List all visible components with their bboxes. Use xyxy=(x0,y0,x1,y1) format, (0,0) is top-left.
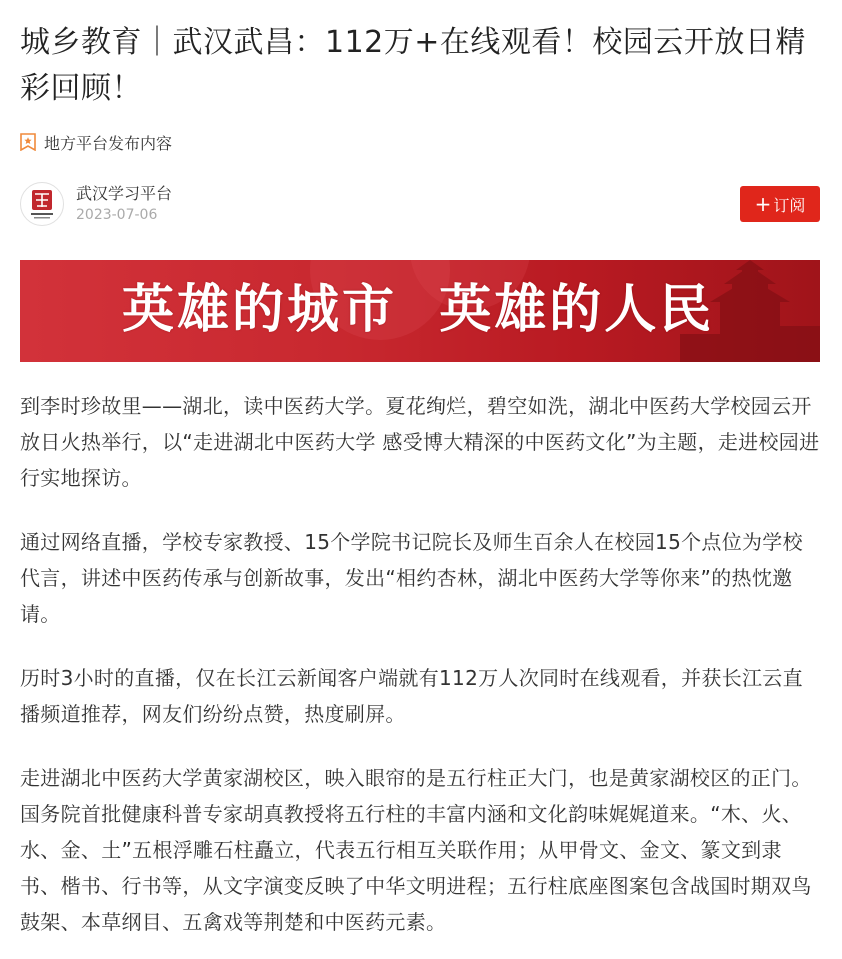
plus-icon: + xyxy=(754,192,772,216)
paragraph: 历时3小时的直播，仅在长江云新闻客户端就有112万人次同时在线观看，并获长江云直播频道推荐，网友们纷纷点赞，热度刷屏。 xyxy=(20,666,803,726)
bookmark-star-icon xyxy=(20,133,36,151)
avatar[interactable] xyxy=(20,182,64,226)
banner-text: 英雄的城市 英雄的人民 xyxy=(122,280,715,340)
paragraph: 到李时珍故里——湖北，读中医药大学。夏花绚烂，碧空如洗，湖北中医药大学校园云开放日火热举行，以“走进湖北中医药大学 感受博大精深的中医药文化”为主题，走进校园进行实地探访。 xyxy=(20,394,820,490)
article-body xyxy=(20,388,820,940)
hero-banner xyxy=(20,260,820,362)
paragraph: 通过网络直播，学校专家教授、15个学院书记院长及师生百余人在校园15个点位为学校代言，讲述中医药传承与创新故事，发出“相约杏林，湖北中医药大学等你来”的热忱邀请。 xyxy=(20,530,803,626)
subscribe-button[interactable] xyxy=(740,186,820,222)
article-title: 城乡教育｜武汉武昌：112万+在线观看！校园云开放日精彩回顾！ xyxy=(20,25,806,106)
wuhan-logo-icon xyxy=(22,184,62,224)
author-name[interactable]: 武汉学习平台 xyxy=(76,184,173,203)
subscribe-label: 订阅 xyxy=(773,195,806,215)
publish-date: 2023-07-06 xyxy=(76,207,158,223)
author-row xyxy=(20,180,820,228)
source-label: 地方平台发布内容 xyxy=(44,133,173,153)
source-row xyxy=(20,130,820,154)
paragraph: 走进湖北中医药大学黄家湖校区，映入眼帘的是五行柱正大门，也是黄家湖校区的正门。国务院首批健康科普专家胡真教授将五行柱的丰富内涵和文化韵味娓娓道来。“木、火、水、金、土”五根浮雕石柱矗立，代表五行相互关联作用；从甲骨文、金文、篆文到隶书、楷书、行书等，从文字演变反映了中华文明进程；五行柱底座图案包含战国时期双鸟鼓架、本草纲目、五禽戏等荆楚和中医药元素。 xyxy=(20,766,812,934)
author-meta xyxy=(76,183,172,225)
